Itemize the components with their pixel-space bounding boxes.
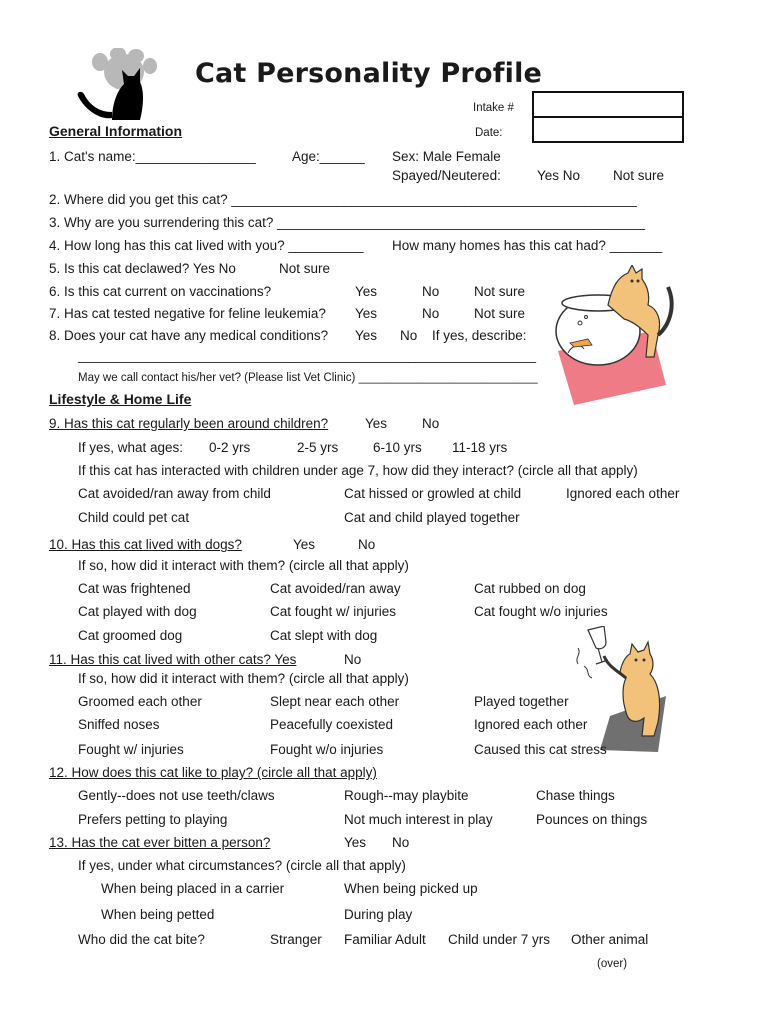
q10-option[interactable]: Cat rubbed on dog (474, 581, 586, 596)
q11-option[interactable]: Fought w/o injuries (270, 742, 384, 757)
q6-vaccinations: 6. Is this cat current on vaccinations? (49, 284, 272, 299)
q1-spayed-yes-no[interactable]: Yes No (537, 168, 581, 183)
q13-who-label: Who did the cat bite? (78, 932, 205, 947)
q3-why-surrender[interactable]: 3. Why are you surrendering this cat? _________________________________________________ (49, 215, 646, 230)
q9-age-option[interactable]: 2-5 yrs (297, 440, 339, 455)
q10-no[interactable]: No (358, 537, 376, 552)
q9-no[interactable]: No (422, 416, 440, 431)
q12-option[interactable]: Prefers petting to playing (78, 812, 228, 827)
date-label: Date: (475, 127, 503, 139)
section-lifestyle: Lifestyle & Home Life (49, 391, 192, 407)
q12-option[interactable]: Pounces on things (536, 812, 648, 827)
q11-question: 11. Has this cat lived with other cats? Yes (49, 652, 297, 667)
q7-not-sure[interactable]: Not sure (474, 306, 526, 321)
q11-option[interactable]: Played together (474, 694, 569, 709)
q13-who-option[interactable]: Familiar Adult (344, 932, 426, 947)
q10-question: 10. Has this cat lived with dogs? (49, 537, 242, 552)
q13-question: 13. Has the cat ever bitten a person? (49, 835, 271, 850)
page-over-note: (over) (597, 958, 628, 970)
q9-question: 9. Has this cat regularly been around children? (49, 416, 329, 431)
q11-option[interactable]: Peacefully coexisted (270, 717, 394, 732)
q12-option[interactable]: Not much interest in play (344, 812, 493, 827)
q9-option[interactable]: Cat avoided/ran away from child (78, 486, 271, 501)
q9-yes[interactable]: Yes (365, 416, 388, 431)
q9-option[interactable]: Cat hissed or growled at child (344, 486, 522, 501)
q11-option[interactable]: Ignored each other (474, 717, 588, 732)
q7-no[interactable]: No (422, 306, 440, 321)
q10-option[interactable]: Cat slept with dog (270, 628, 378, 643)
q11-option[interactable]: Slept near each other (270, 694, 400, 709)
q8-yes[interactable]: Yes (355, 328, 378, 343)
q1-cat-name[interactable]: 1. Cat's name:________________ (49, 149, 256, 164)
q9-age-option[interactable]: 0-2 yrs (209, 440, 251, 455)
q9-age-option[interactable]: 11-18 yrs (452, 440, 508, 455)
q13-sub: If yes, under what circumstances? (circle all that apply) (78, 858, 406, 873)
q9-age-option[interactable]: 6-10 yrs (373, 440, 422, 455)
q2-where-from[interactable]: 2. Where did you get this cat? ______________________________________________________ (49, 192, 637, 207)
q7-leukemia: 7. Has cat tested negative for feline leukemia? (49, 306, 326, 321)
q10-option[interactable]: Cat groomed dog (78, 628, 183, 643)
q10-yes[interactable]: Yes (293, 537, 316, 552)
q10-option[interactable]: Cat avoided/ran away (270, 581, 401, 596)
q11-sub: If so, how did it interact with them? (circle all that apply) (78, 671, 409, 686)
q1-sex[interactable]: Sex: Male Female (392, 149, 501, 164)
q9-option[interactable]: Cat and child played together (344, 510, 520, 525)
section-general-information: General Information (49, 123, 183, 139)
q8-describe-line[interactable]: _____________________________________________________________ (78, 348, 536, 363)
q11-option[interactable]: Sniffed noses (78, 717, 160, 732)
cat-fishbowl-icon (548, 265, 678, 405)
q12-option[interactable]: Rough--may playbite (344, 788, 469, 803)
q9-option[interactable]: Ignored each other (566, 486, 680, 501)
q12-question: 12. How does this cat like to play? (circle all that apply) (49, 765, 377, 780)
q5-declawed[interactable]: 5. Is this cat declawed? Yes No (49, 261, 236, 276)
cat-wine-glass-icon (570, 626, 670, 756)
q6-no[interactable]: No (422, 284, 440, 299)
q13-who-option[interactable]: Stranger (270, 932, 322, 947)
q10-option[interactable]: Cat fought w/ injuries (270, 604, 397, 619)
q10-sub: If so, how did it interact with them? (circle all that apply) (78, 558, 409, 573)
q6-yes[interactable]: Yes (355, 284, 378, 299)
q11-option[interactable]: Fought w/ injuries (78, 742, 184, 757)
q11-no[interactable]: No (344, 652, 362, 667)
q13-option[interactable]: During play (344, 907, 413, 922)
page-title: Cat Personality Profile (195, 58, 543, 89)
q13-who-option[interactable]: Child under 7 yrs (448, 932, 551, 947)
q8-if-yes-describe: If yes, describe: (432, 328, 527, 343)
intake-field[interactable] (532, 91, 684, 118)
q13-who-option[interactable]: Other animal (571, 932, 649, 947)
q13-option[interactable]: When being placed in a carrier (101, 881, 285, 896)
q1-spayed-label: Spayed/Neutered: (392, 168, 501, 183)
cat-silhouette-paw-icon (72, 48, 172, 126)
vet-contact[interactable]: May we call contact his/her vet? (Please list Vet Clinic) ____________________________ (78, 372, 538, 384)
q4-how-long[interactable]: 4. How long has this cat lived with you? __________ (49, 238, 364, 253)
q12-option[interactable]: Chase things (536, 788, 615, 803)
q12-option[interactable]: Gently--does not use teeth/claws (78, 788, 275, 803)
q7-yes[interactable]: Yes (355, 306, 378, 321)
q11-option[interactable]: Groomed each other (78, 694, 202, 709)
q1-spayed-not-sure[interactable]: Not sure (613, 168, 665, 183)
intake-label: Intake # (473, 102, 514, 114)
q13-no[interactable]: No (392, 835, 410, 850)
q1-age[interactable]: Age:______ (292, 149, 365, 164)
q8-no[interactable]: No (400, 328, 418, 343)
q9-interact-prompt: If this cat has interacted with children under age 7, how did they interact? (circle all that apply) (78, 463, 638, 478)
q11-option[interactable]: Caused this cat stress (474, 742, 607, 757)
q10-option[interactable]: Cat was frightened (78, 581, 191, 596)
q10-option[interactable]: Cat played with dog (78, 604, 197, 619)
q9-ages-label: If yes, what ages: (78, 440, 184, 455)
q10-option[interactable]: Cat fought w/o injuries (474, 604, 608, 619)
q13-option[interactable]: When being petted (101, 907, 215, 922)
q6-not-sure[interactable]: Not sure (474, 284, 526, 299)
q9-option[interactable]: Child could pet cat (78, 510, 190, 525)
q13-yes[interactable]: Yes (344, 835, 367, 850)
q5-not-sure[interactable]: Not sure (279, 261, 331, 276)
q8-medical: 8. Does your cat have any medical conditions? (49, 328, 329, 343)
date-field[interactable] (532, 116, 684, 143)
q4-how-many-homes[interactable]: How many homes has this cat had? _______ (392, 238, 663, 253)
q13-option[interactable]: When being picked up (344, 881, 478, 896)
